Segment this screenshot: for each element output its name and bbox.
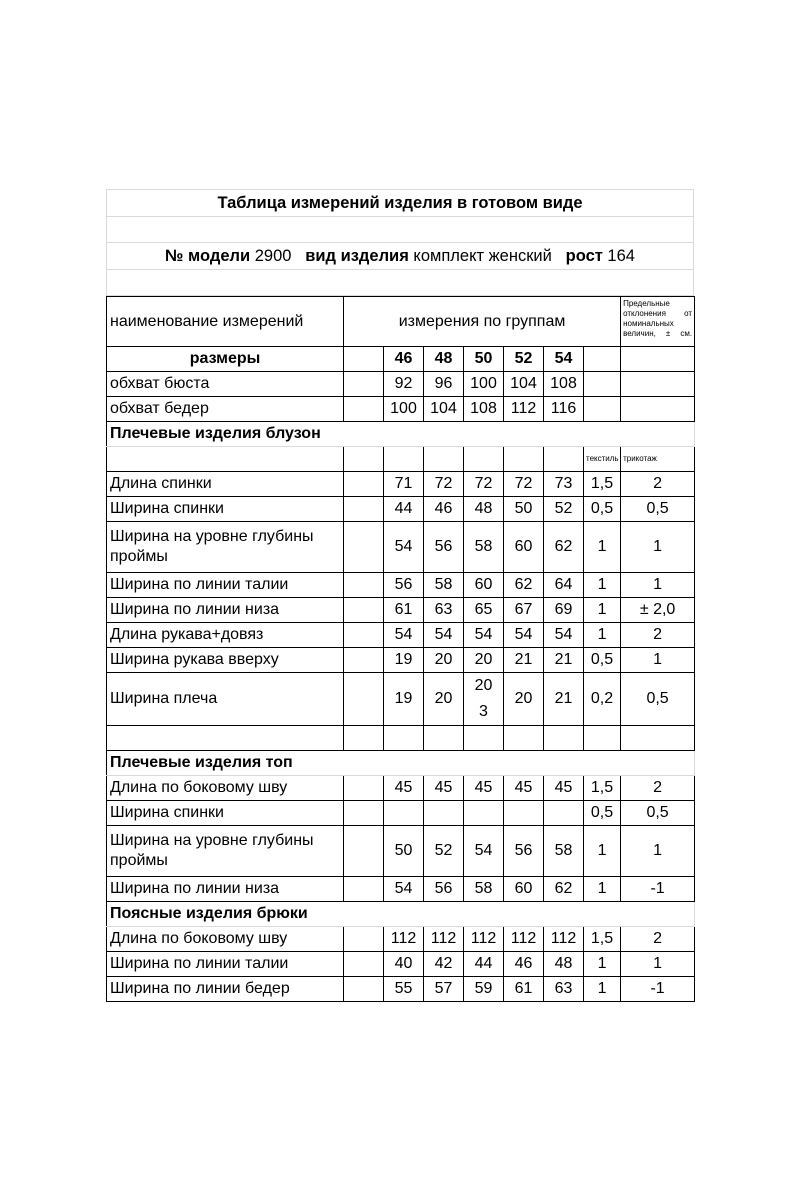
tolerance-textile: 1 (584, 826, 621, 877)
measurement-label: Ширина спинки (107, 801, 344, 826)
empty-cell (344, 801, 384, 826)
empty-cell (464, 447, 504, 472)
size-value: 61 (504, 977, 544, 1002)
tolerance-textile: 1,5 (584, 472, 621, 497)
size-value: 21 (544, 673, 584, 726)
empty-cell (504, 447, 544, 472)
model-label: № модели (165, 246, 251, 265)
tolerance-knit: 0,5 (621, 801, 695, 826)
size-value: 63 (544, 977, 584, 1002)
size-value: 58 (424, 573, 464, 598)
empty-cell (504, 726, 544, 751)
empty-cell (344, 472, 384, 497)
size-value: 45 (504, 776, 544, 801)
tolerance-textile: 1,5 (584, 776, 621, 801)
section-title: Плечевые изделия блузон (107, 422, 695, 447)
tolerance-textile: 1 (584, 573, 621, 598)
size-value: 46 (424, 497, 464, 522)
size-value: 54 (464, 623, 504, 648)
size-value: 60 (504, 522, 544, 573)
tolerance-knit: -1 (621, 977, 695, 1002)
size-value: 96 (424, 372, 464, 397)
tolerance-knit: 2 (621, 623, 695, 648)
empty-cell (384, 726, 424, 751)
measurement-label: Ширина по линии низа (107, 877, 344, 902)
size-value: 108 (464, 397, 504, 422)
size-value: 52 (544, 497, 584, 522)
measurement-label: Ширина по линии низа (107, 598, 344, 623)
empty-cell (584, 347, 621, 372)
size-value (424, 801, 464, 826)
size-value: 20 (424, 648, 464, 673)
empty-cell (344, 877, 384, 902)
table-row (107, 522, 695, 573)
table-row (107, 826, 695, 877)
empty-cell (344, 522, 384, 573)
size-value: 67 (504, 598, 544, 623)
tolerance-textile: 1 (584, 522, 621, 573)
size-value: 56 (424, 522, 464, 573)
tolerance-knit: 1 (621, 648, 695, 673)
groups-column-header: измерения по группам (344, 297, 621, 347)
size-value: 54 (544, 623, 584, 648)
size-value: 112 (504, 397, 544, 422)
measurement-label: Длина спинки (107, 472, 344, 497)
sizes-label: размеры (107, 347, 344, 372)
size-value: 64 (544, 573, 584, 598)
size-value: 45 (544, 776, 584, 801)
size-header: 48 (424, 347, 464, 372)
measurement-label: обхват бюста (107, 372, 344, 397)
measurement-label: Длина по боковому шву (107, 776, 344, 801)
tolerance-knit: ± 2,0 (621, 598, 695, 623)
empty-cell (344, 447, 384, 472)
size-value: 42 (424, 952, 464, 977)
empty-cell (344, 397, 384, 422)
size-value: 50 (384, 826, 424, 877)
size-value: 56 (504, 826, 544, 877)
empty-cell (107, 447, 344, 472)
size-value: 57 (424, 977, 464, 1002)
empty-cell (344, 497, 384, 522)
table-row (107, 648, 695, 673)
empty-cell (344, 648, 384, 673)
size-value: 104 (424, 397, 464, 422)
table-row (107, 952, 695, 977)
model-value: 2900 (254, 246, 292, 265)
tolerance-textile: 1 (584, 623, 621, 648)
size-value: 108 (544, 372, 584, 397)
tolerance-textile: 1 (584, 598, 621, 623)
empty-cell (344, 927, 384, 952)
size-value: 56 (384, 573, 424, 598)
size-value: 50 (504, 497, 544, 522)
measurement-table (106, 296, 695, 1002)
tolerance-subheader-row (107, 447, 695, 472)
size-value: 52 (424, 826, 464, 877)
blank-row (107, 270, 693, 296)
knit-column-header: трикотаж (621, 447, 695, 472)
size-value: 58 (464, 522, 504, 573)
size-header: 52 (504, 347, 544, 372)
size-value: 62 (544, 877, 584, 902)
measurement-label: Ширина по линии талии (107, 952, 344, 977)
tolerance-knit: 1 (621, 826, 695, 877)
section-row (107, 422, 695, 447)
size-value: 92 (384, 372, 424, 397)
sheet-title: Таблица измерений изделия в готовом виде (107, 190, 693, 217)
empty-cell (344, 673, 384, 726)
empty-cell (544, 726, 584, 751)
table-row (107, 598, 695, 623)
empty-cell (344, 598, 384, 623)
tolerance-knit: 2 (621, 776, 695, 801)
size-value (384, 801, 424, 826)
size-value: 20 (464, 648, 504, 673)
empty-cell (344, 573, 384, 598)
tolerance-knit: 2 (621, 472, 695, 497)
size-value: 112 (504, 927, 544, 952)
tolerance-textile: 1 (584, 977, 621, 1002)
tolerance-knit: 1 (621, 522, 695, 573)
empty-cell (344, 952, 384, 977)
empty-cell (344, 977, 384, 1002)
empty-cell (424, 447, 464, 472)
name-column-header: наименование измерений (107, 297, 344, 347)
size-value: 71 (384, 472, 424, 497)
measurement-label: Длина по боковому шву (107, 927, 344, 952)
measurement-label: Ширина по линии бедер (107, 977, 344, 1002)
size-value: 61 (384, 598, 424, 623)
empty-cell (344, 347, 384, 372)
size-value: 20 (424, 673, 464, 726)
size-value: 21 (544, 648, 584, 673)
tolerance-knit: 1 (621, 573, 695, 598)
size-value: 65 (464, 598, 504, 623)
size-value: 48 (464, 497, 504, 522)
measurement-label: обхват бедер (107, 397, 344, 422)
empty-cell (344, 826, 384, 877)
empty-cell (584, 726, 621, 751)
empty-cell (344, 623, 384, 648)
empty-cell (621, 726, 695, 751)
empty-cell (107, 726, 344, 751)
measurement-label: Ширина на уровне глубины проймы (107, 826, 344, 877)
size-value: 55 (384, 977, 424, 1002)
size-value: 60 (504, 877, 544, 902)
table-row (107, 673, 695, 726)
size-value: 20 (504, 673, 544, 726)
table-row (107, 801, 695, 826)
table-row (107, 573, 695, 598)
size-value: 40 (384, 952, 424, 977)
tolerance-textile: 0,5 (584, 648, 621, 673)
measurement-label: Ширина плеча (107, 673, 344, 726)
table-row (107, 977, 695, 1002)
table-row (107, 497, 695, 522)
size-value: 56 (424, 877, 464, 902)
size-value: 112 (384, 927, 424, 952)
measurement-label: Ширина на уровне глубины проймы (107, 522, 344, 573)
empty-cell (584, 372, 621, 397)
section-row (107, 902, 695, 927)
size-value: 116 (544, 397, 584, 422)
height-label: рост (565, 246, 603, 265)
size-value: 69 (544, 598, 584, 623)
size-value: 58 (544, 826, 584, 877)
measurement-label: Ширина рукава вверху (107, 648, 344, 673)
empty-cell (344, 776, 384, 801)
sheet-header (106, 189, 694, 296)
size-value (504, 801, 544, 826)
empty-cell (424, 726, 464, 751)
size-value (464, 801, 504, 826)
table-row (107, 776, 695, 801)
size-value: 112 (424, 927, 464, 952)
size-value: 46 (504, 952, 544, 977)
size-value: 45 (384, 776, 424, 801)
empty-cell (544, 447, 584, 472)
size-value: 58 (464, 877, 504, 902)
size-header: 50 (464, 347, 504, 372)
measurement-label: Ширина спинки (107, 497, 344, 522)
size-value: 100 (384, 397, 424, 422)
table-row (107, 877, 695, 902)
size-value: 112 (464, 927, 504, 952)
table-row (107, 927, 695, 952)
tolerance-textile: 1 (584, 877, 621, 902)
height-value: 164 (607, 246, 635, 265)
textile-column-header: текстиль (584, 447, 621, 472)
section-title: Поясные изделия брюки (107, 902, 695, 927)
tolerance-textile: 1 (584, 952, 621, 977)
tolerance-knit: 0,5 (621, 497, 695, 522)
size-value: 45 (464, 776, 504, 801)
size-value: 104 (504, 372, 544, 397)
size-value: 20 3 (464, 673, 504, 726)
table-row (107, 623, 695, 648)
size-value: 54 (424, 623, 464, 648)
blank-row (107, 726, 695, 751)
size-value: 59 (464, 977, 504, 1002)
size-value: 72 (424, 472, 464, 497)
type-label: вид изделия (305, 246, 409, 265)
measurement-label: Длина рукава+довяз (107, 623, 344, 648)
size-value: 19 (384, 673, 424, 726)
tolerance-textile: 0,5 (584, 497, 621, 522)
size-value: 54 (384, 623, 424, 648)
measurement-label: Ширина по линии талии (107, 573, 344, 598)
empty-cell (584, 397, 621, 422)
size-header: 54 (544, 347, 584, 372)
size-value: 112 (544, 927, 584, 952)
size-value: 54 (384, 522, 424, 573)
size-value: 62 (544, 522, 584, 573)
size-value: 62 (504, 573, 544, 598)
size-header: 46 (384, 347, 424, 372)
empty-cell (621, 372, 695, 397)
empty-cell (384, 447, 424, 472)
empty-cell (621, 397, 695, 422)
empty-cell (344, 726, 384, 751)
size-value: 54 (464, 826, 504, 877)
size-value (544, 801, 584, 826)
size-value: 100 (464, 372, 504, 397)
size-value: 54 (504, 623, 544, 648)
size-value: 63 (424, 598, 464, 623)
section-title: Плечевые изделия топ (107, 751, 695, 776)
tolerance-textile: 0,2 (584, 673, 621, 726)
size-value: 72 (464, 472, 504, 497)
empty-cell (621, 347, 695, 372)
size-value: 21 (504, 648, 544, 673)
size-value: 19 (384, 648, 424, 673)
empty-cell (344, 372, 384, 397)
type-value: комплект женский (413, 246, 552, 265)
size-value: 73 (544, 472, 584, 497)
size-value: 48 (544, 952, 584, 977)
blank-row (107, 217, 693, 243)
measurement-sheet (106, 189, 694, 1002)
tolerance-knit: 2 (621, 927, 695, 952)
section-row (107, 751, 695, 776)
table-row (107, 397, 695, 422)
tolerance-textile: 1,5 (584, 927, 621, 952)
tolerance-knit: 1 (621, 952, 695, 977)
size-value: 44 (464, 952, 504, 977)
tolerance-textile: 0,5 (584, 801, 621, 826)
size-value: 45 (424, 776, 464, 801)
table-row (107, 372, 695, 397)
model-info-row (107, 243, 693, 270)
tolerance-column-header: Предельные отклонения от номинальных величин, ± см. (621, 297, 695, 347)
size-value: 44 (384, 497, 424, 522)
tolerance-knit: -1 (621, 877, 695, 902)
table-row (107, 472, 695, 497)
size-value: 54 (384, 877, 424, 902)
empty-cell (464, 726, 504, 751)
tolerance-knit: 0,5 (621, 673, 695, 726)
size-value: 72 (504, 472, 544, 497)
size-value: 60 (464, 573, 504, 598)
